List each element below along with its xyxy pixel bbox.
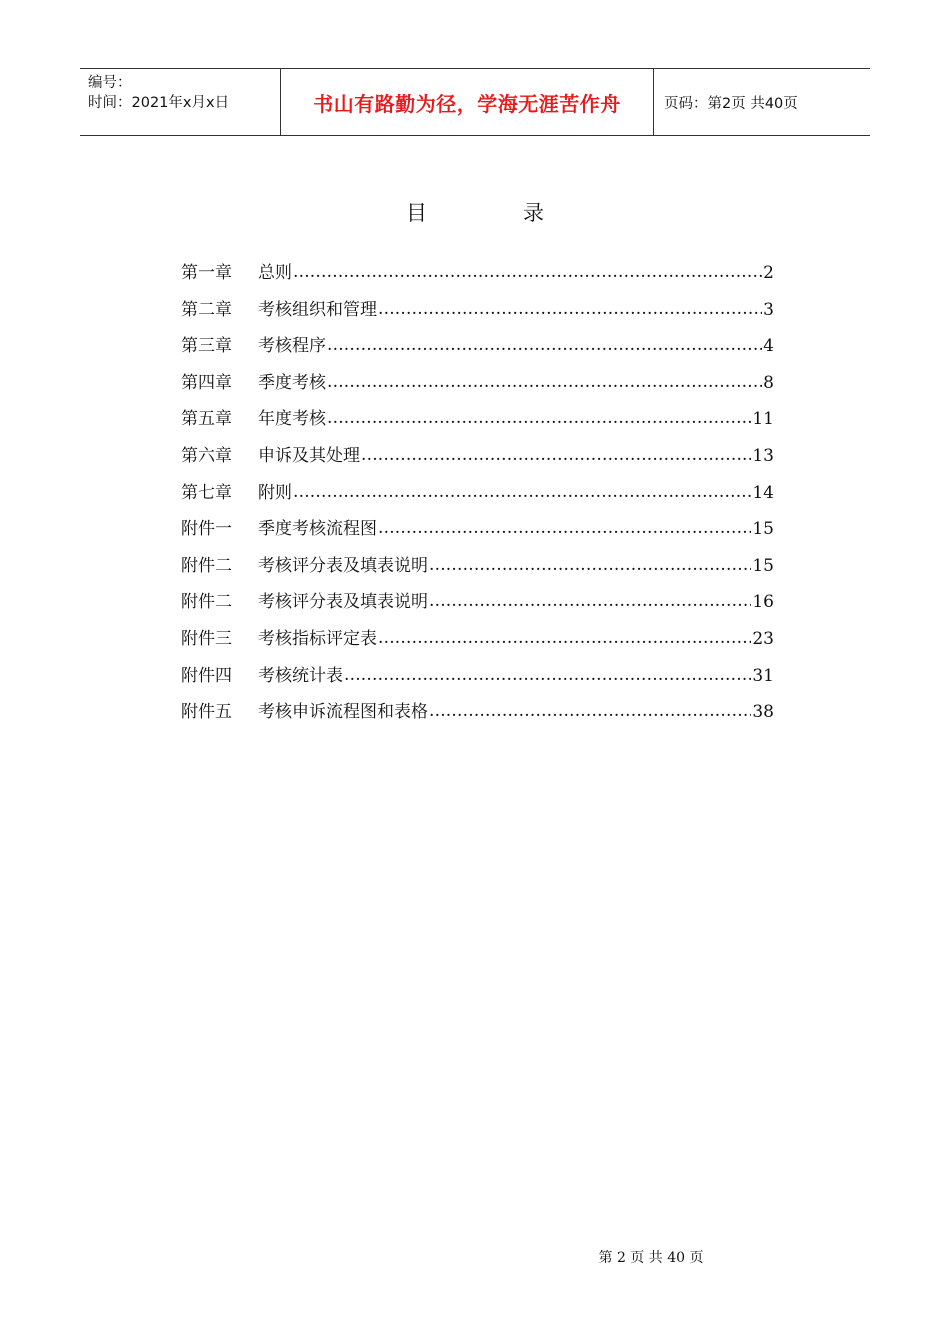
toc-leader-dots	[378, 518, 751, 538]
toc-page-number: 15	[752, 519, 774, 540]
toc-label: 总则	[258, 263, 292, 283]
toc-leader-dots	[429, 701, 751, 721]
toc-leader-dots	[293, 262, 762, 282]
toc-chapter: 附件三	[181, 628, 232, 649]
toc-label: 附则	[258, 482, 292, 503]
toc-entry[interactable]	[181, 697, 774, 734]
page-header	[80, 68, 870, 136]
toc-leader-dots	[344, 665, 751, 685]
toc-title	[0, 197, 950, 227]
toc-entry[interactable]	[181, 295, 774, 332]
toc-label: 年度考核	[258, 409, 326, 430]
toc-chapter: 附件二	[181, 592, 232, 613]
toc-page-number: 31	[752, 665, 774, 686]
toc-label: 季度考核	[258, 372, 326, 393]
document-number-label: 编号：	[88, 75, 132, 91]
toc-entry[interactable]	[181, 441, 774, 478]
toc-entry[interactable]	[181, 258, 774, 295]
toc-leader-dots	[378, 299, 762, 319]
toc-title-char-1: 目	[406, 201, 427, 225]
toc-leader-dots	[327, 408, 751, 428]
toc-label: 季度考核流程图	[258, 519, 377, 540]
toc-page-number: 8	[763, 372, 774, 393]
toc-page-number: 3	[763, 299, 774, 320]
toc-page-number: 23	[752, 628, 774, 649]
toc-chapter: 第四章	[181, 372, 232, 393]
toc-page-number: 13	[752, 445, 774, 466]
toc-chapter: 附件四	[181, 665, 232, 686]
toc-page-number: 4	[763, 336, 774, 357]
toc-entry[interactable]	[181, 587, 774, 624]
toc-chapter: 第三章	[181, 336, 232, 357]
toc-leader-dots	[293, 482, 751, 502]
toc-entry[interactable]	[181, 551, 774, 588]
page-footer	[0, 1247, 950, 1267]
toc-label: 考核统计表	[258, 665, 343, 686]
toc-page-number: 14	[752, 482, 774, 503]
toc-chapter: 附件二	[181, 555, 232, 576]
toc-chapter: 第七章	[181, 482, 232, 503]
toc-page-number: 16	[752, 592, 774, 613]
toc-leader-dots	[429, 591, 751, 611]
toc-entry[interactable]	[181, 404, 774, 441]
toc-label: 考核组织和管理	[258, 299, 377, 320]
toc-label: 考核程序	[258, 336, 326, 357]
toc-chapter: 第一章	[181, 263, 232, 283]
toc-entry[interactable]	[181, 368, 774, 405]
toc-leader-dots	[378, 628, 751, 648]
toc-label: 申诉及其处理	[258, 445, 360, 466]
toc-label: 考核评分表及填表说明	[258, 592, 428, 613]
header-meta	[80, 69, 281, 135]
toc-chapter: 附件一	[181, 519, 232, 540]
toc-entry[interactable]	[181, 661, 774, 698]
toc-page-number: 38	[752, 702, 774, 723]
toc-leader-dots	[429, 555, 751, 575]
toc-label: 考核申诉流程图和表格	[258, 702, 428, 723]
footer-page-indicator: 第 2 页 共 40 页	[598, 1250, 704, 1266]
toc-entry[interactable]	[181, 624, 774, 661]
toc-chapter: 第二章	[181, 299, 232, 320]
toc-chapter: 第五章	[181, 409, 232, 430]
toc-label: 考核指标评定表	[258, 628, 377, 649]
toc-leader-dots	[327, 335, 762, 355]
toc-chapter: 附件五	[181, 702, 232, 723]
toc-page-number: 15	[752, 555, 774, 576]
toc-page-number: 11	[752, 409, 774, 430]
header-motto-cell	[281, 69, 654, 135]
toc-title-char-2: 录	[523, 201, 544, 225]
table-of-contents	[181, 258, 774, 734]
toc-entry[interactable]	[181, 331, 774, 368]
document-time: 时间：2021年x月x日	[88, 95, 230, 111]
header-motto: 书山有路勤为径，学海无涯苦作舟	[313, 91, 621, 116]
toc-entry[interactable]	[181, 514, 774, 551]
header-page-info: 页码：第2页 共40页	[664, 95, 798, 112]
toc-leader-dots	[327, 372, 762, 392]
toc-entry[interactable]	[181, 478, 774, 515]
toc-chapter: 第六章	[181, 445, 232, 466]
toc-label: 考核评分表及填表说明	[258, 555, 428, 576]
toc-page-number: 2	[763, 263, 774, 283]
toc-leader-dots	[361, 445, 751, 465]
